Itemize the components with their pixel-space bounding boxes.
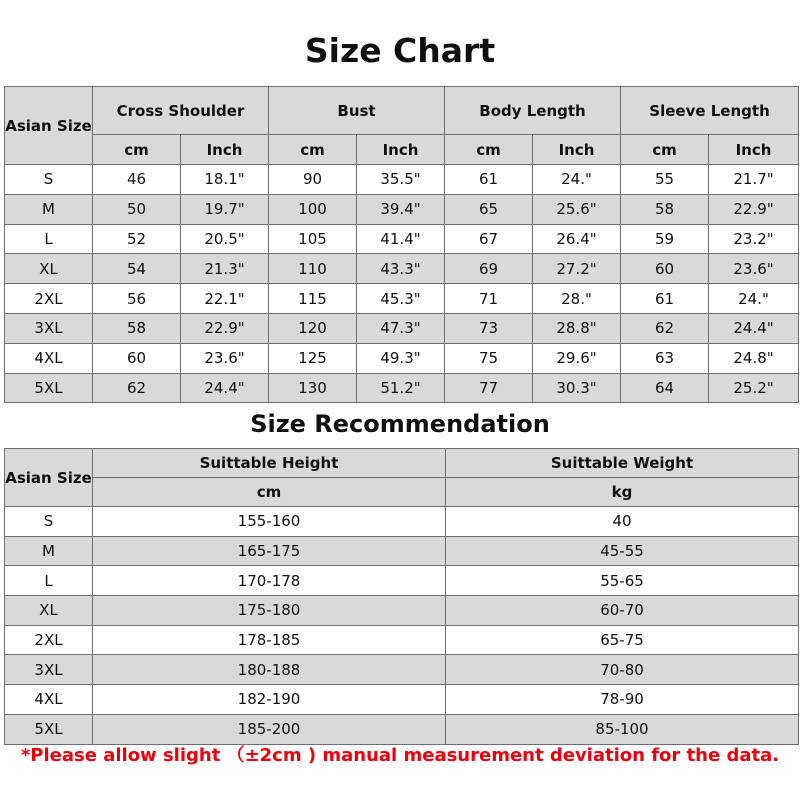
value-cell: 30.3" (533, 373, 621, 403)
size-cell: L (5, 224, 93, 254)
value-cell: 24.8" (709, 343, 799, 373)
value-cell: 65-75 (446, 625, 799, 655)
value-cell: 43.3" (357, 254, 445, 284)
weight-unit-header: kg (446, 478, 799, 507)
value-cell: 60 (621, 254, 709, 284)
table-row (5, 685, 799, 715)
unit-header: Inch (357, 135, 445, 165)
value-cell: 23.2" (709, 224, 799, 254)
suittable-weight-header: Suittable Weight (446, 449, 799, 478)
value-cell: 54 (93, 254, 181, 284)
sleeve-length-header: Sleeve Length (621, 87, 799, 135)
value-cell: 56 (93, 284, 181, 314)
value-cell: 35.5" (357, 165, 445, 195)
value-cell: 78-90 (446, 685, 799, 715)
value-cell: 69 (445, 254, 533, 284)
body-length-header: Body Length (445, 87, 621, 135)
table-row (5, 507, 799, 537)
value-cell: 18.1" (181, 165, 269, 195)
table-row (5, 714, 799, 744)
size-cell: 5XL (5, 373, 93, 403)
unit-header: Inch (533, 135, 621, 165)
value-cell: 100 (269, 194, 357, 224)
value-cell: 62 (93, 373, 181, 403)
size-chart-title: Size Chart (304, 31, 496, 70)
value-cell: 170-178 (93, 566, 446, 596)
table-row (5, 313, 799, 343)
size-cell: M (5, 536, 93, 566)
table-row (5, 284, 799, 314)
size-cell: S (5, 507, 93, 537)
value-cell: 23.6" (181, 343, 269, 373)
table-row (5, 224, 799, 254)
value-cell: 24.4" (709, 313, 799, 343)
size-cell: 2XL (5, 284, 93, 314)
value-cell: 130 (269, 373, 357, 403)
size-recommendation-title: Size Recommendation (250, 410, 550, 438)
value-cell: 61 (445, 165, 533, 195)
cross-shoulder-header: Cross Shoulder (93, 87, 269, 135)
table-row (5, 596, 799, 626)
size-cell: M (5, 194, 93, 224)
value-cell: 21.7" (709, 165, 799, 195)
value-cell: 50 (93, 194, 181, 224)
size-cell: XL (5, 254, 93, 284)
value-cell: 178-185 (93, 625, 446, 655)
table-row (5, 373, 799, 403)
size-recommendation-table (4, 448, 799, 745)
value-cell: 47.3" (357, 313, 445, 343)
value-cell: 40 (446, 507, 799, 537)
value-cell: 45.3" (357, 284, 445, 314)
unit-header: cm (269, 135, 357, 165)
value-cell: 110 (269, 254, 357, 284)
value-cell: 22.1" (181, 284, 269, 314)
value-cell: 49.3" (357, 343, 445, 373)
value-cell: 51.2" (357, 373, 445, 403)
unit-header: cm (93, 135, 181, 165)
value-cell: 24." (709, 284, 799, 314)
value-cell: 182-190 (93, 685, 446, 715)
table-row (5, 566, 799, 596)
value-cell: 62 (621, 313, 709, 343)
value-cell: 25.2" (709, 373, 799, 403)
value-cell: 65 (445, 194, 533, 224)
value-cell: 60 (93, 343, 181, 373)
unit-header: Inch (709, 135, 799, 165)
unit-header: Inch (181, 135, 269, 165)
table-row (5, 165, 799, 195)
value-cell: 58 (621, 194, 709, 224)
size-cell: 2XL (5, 625, 93, 655)
value-cell: 23.6" (709, 254, 799, 284)
table-row (5, 625, 799, 655)
value-cell: 26.4" (533, 224, 621, 254)
table-row (5, 194, 799, 224)
value-cell: 55-65 (446, 566, 799, 596)
table-row (5, 254, 799, 284)
size-cell: L (5, 566, 93, 596)
value-cell: 75 (445, 343, 533, 373)
size-chart-body (5, 165, 799, 403)
value-cell: 24.4" (181, 373, 269, 403)
value-cell: 21.3" (181, 254, 269, 284)
value-cell: 59 (621, 224, 709, 254)
value-cell: 45-55 (446, 536, 799, 566)
value-cell: 25.6" (533, 194, 621, 224)
value-cell: 105 (269, 224, 357, 254)
size-cell: 4XL (5, 685, 93, 715)
value-cell: 90 (269, 165, 357, 195)
unit-header: cm (621, 135, 709, 165)
table-row (5, 536, 799, 566)
value-cell: 55 (621, 165, 709, 195)
size-cell: 4XL (5, 343, 93, 373)
size-cell: S (5, 165, 93, 195)
value-cell: 67 (445, 224, 533, 254)
size-chart-table (4, 86, 799, 403)
value-cell: 28." (533, 284, 621, 314)
asian-size-header: Asian Size (5, 87, 93, 165)
value-cell: 58 (93, 313, 181, 343)
value-cell: 24." (533, 165, 621, 195)
value-cell: 29.6" (533, 343, 621, 373)
value-cell: 22.9" (181, 313, 269, 343)
value-cell: 115 (269, 284, 357, 314)
value-cell: 61 (621, 284, 709, 314)
value-cell: 63 (621, 343, 709, 373)
value-cell: 60-70 (446, 596, 799, 626)
value-cell: 125 (269, 343, 357, 373)
suittable-height-header: Suittable Height (93, 449, 446, 478)
value-cell: 73 (445, 313, 533, 343)
value-cell: 64 (621, 373, 709, 403)
value-cell: 165-175 (93, 536, 446, 566)
size-cell: XL (5, 596, 93, 626)
value-cell: 27.2" (533, 254, 621, 284)
size-cell: 3XL (5, 655, 93, 685)
value-cell: 120 (269, 313, 357, 343)
bust-header: Bust (269, 87, 445, 135)
size-cell: 5XL (5, 714, 93, 744)
value-cell: 71 (445, 284, 533, 314)
value-cell: 39.4" (357, 194, 445, 224)
measurement-deviation-note: *Please allow slight （±2cm ) manual measurement deviation for the data. (20, 745, 780, 766)
unit-header: cm (445, 135, 533, 165)
value-cell: 28.8" (533, 313, 621, 343)
size-recommendation-body (5, 507, 799, 745)
value-cell: 180-188 (93, 655, 446, 685)
table-row (5, 655, 799, 685)
value-cell: 185-200 (93, 714, 446, 744)
value-cell: 20.5" (181, 224, 269, 254)
value-cell: 52 (93, 224, 181, 254)
value-cell: 77 (445, 373, 533, 403)
value-cell: 19.7" (181, 194, 269, 224)
value-cell: 46 (93, 165, 181, 195)
value-cell: 155-160 (93, 507, 446, 537)
height-unit-header: cm (93, 478, 446, 507)
asian-size-header: Asian Size (5, 449, 93, 507)
value-cell: 85-100 (446, 714, 799, 744)
size-cell: 3XL (5, 313, 93, 343)
value-cell: 175-180 (93, 596, 446, 626)
value-cell: 22.9" (709, 194, 799, 224)
value-cell: 41.4" (357, 224, 445, 254)
value-cell: 70-80 (446, 655, 799, 685)
table-row (5, 343, 799, 373)
